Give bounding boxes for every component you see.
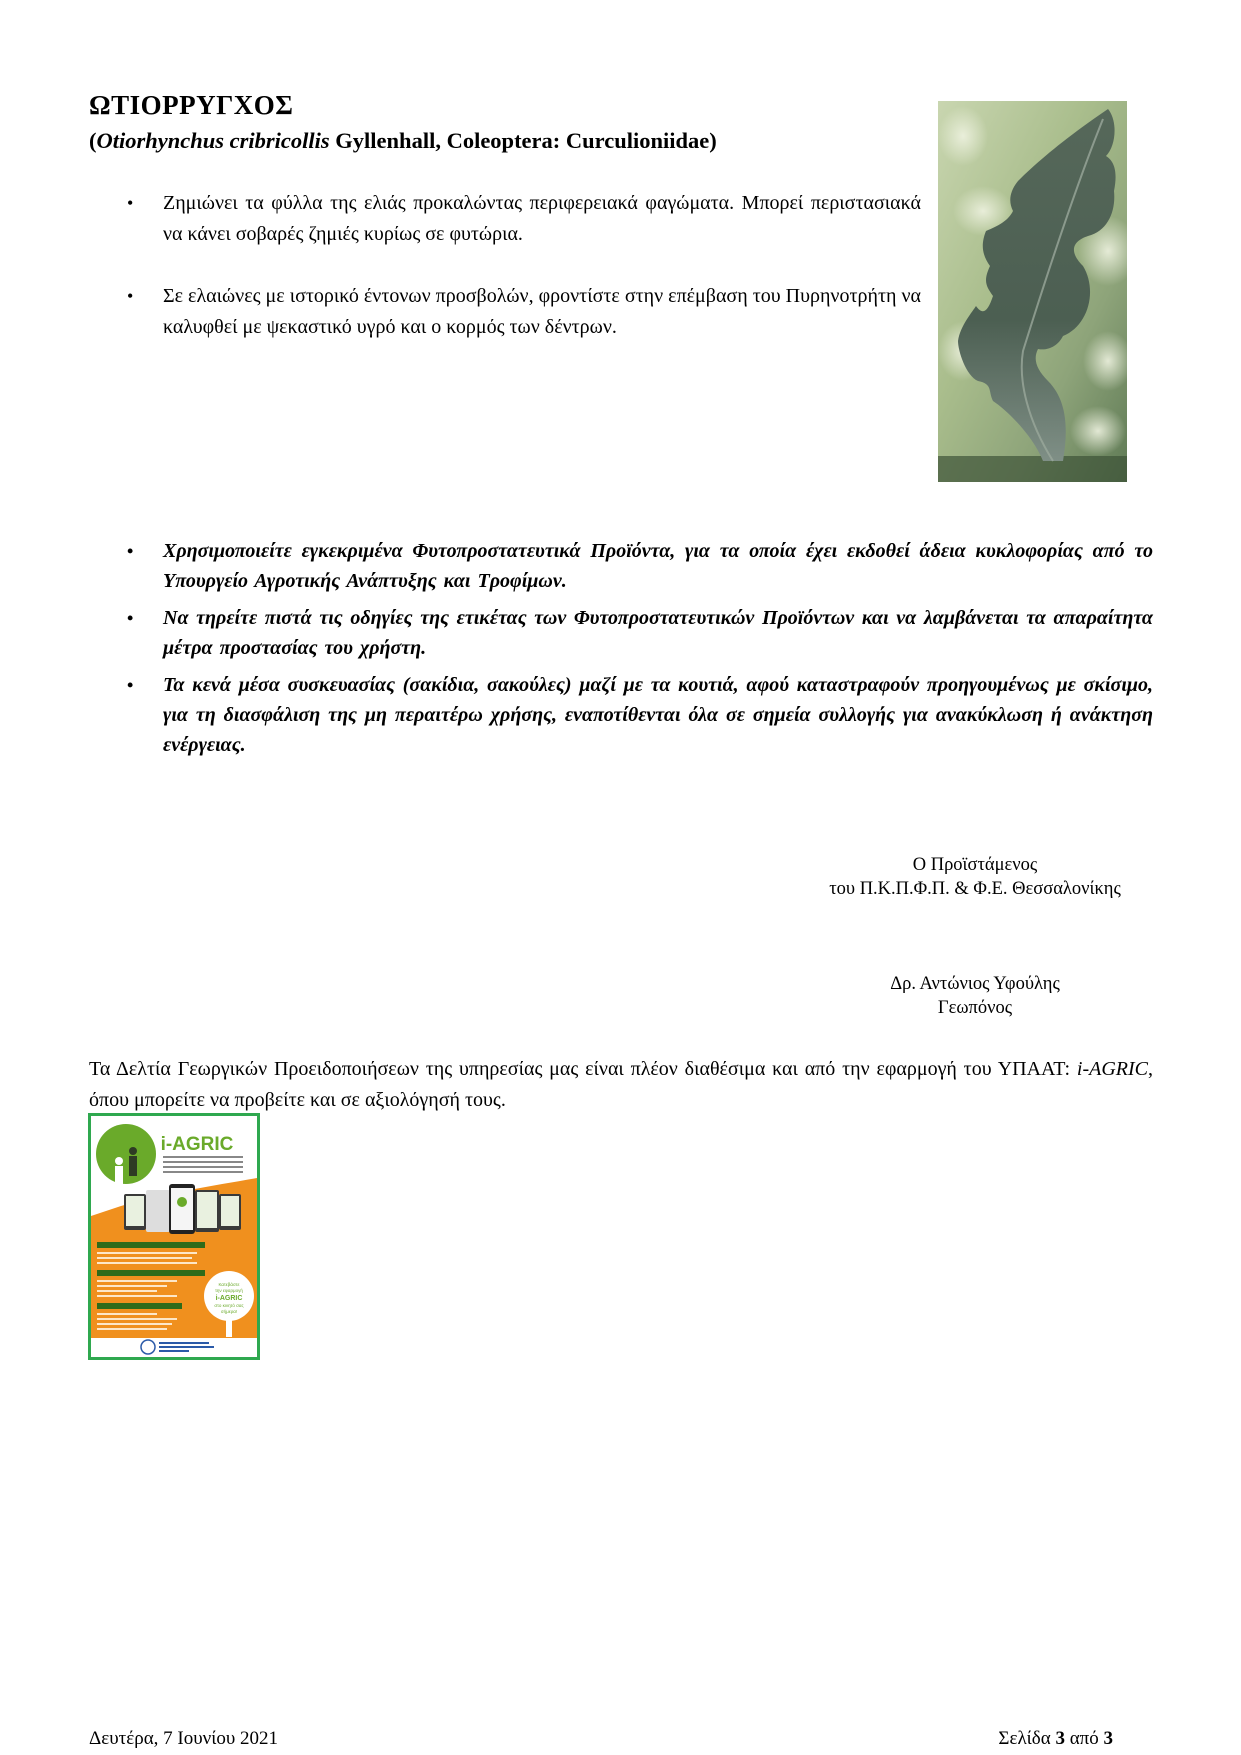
list-item-text: Σε ελαιώνες με ιστορικό έντονων προσβολών, φροντίστε στην επέμβαση του Πυρηνοτρήτη να καλυφθεί με ψεκαστικό υγρό και ο κορμός των δέντρων.	[163, 285, 921, 338]
list-item	[127, 188, 921, 250]
bullet-icon: •	[127, 608, 134, 628]
app-availability-note	[89, 1054, 1153, 1116]
subtitle-open-paren: (	[89, 128, 97, 153]
i-agric-poster	[88, 1113, 260, 1360]
subtitle-rest: Gyllenhall, Coleoptera: Curculioniidae)	[329, 128, 717, 153]
svg-text:i-AGRIC: i-AGRIC	[215, 1295, 243, 1302]
signature-name-block	[855, 972, 1095, 1020]
page-current: 3	[1055, 1728, 1065, 1749]
page-sep: από	[1064, 1728, 1104, 1749]
page-title: ΩΤΙΟΡΡΥΓΧΟΣ	[89, 90, 294, 120]
page-prefix: Σελίδα	[998, 1728, 1056, 1749]
svg-text:Κατεβάστε: Κατεβάστε	[218, 1282, 240, 1287]
list-item-text: Να τηρείτε πιστά τις οδηγίες της ετικέτας των Φυτοπροστατευτικών Προϊόντων και να λαμβάνεται τα απαραίτητα μέτρα προστασίας του χρήστη.	[163, 607, 1153, 659]
list-item-text: Τα κενά μέσα συσκευασίας (σακίδια, σακούλες) μαζί με τα κουτιά, αφού καταστραφούν προηγουμένως με σκίσιμο, για τη διασφάλιση της μη περαιτέρω χρήσης, εναποτίθενται όλα σε σημεία συλλογής για ανακύκλωση ή ανάκτηση ενέργειας.	[163, 674, 1153, 756]
note-text-after: , όπου μπορείτε να προβείτε και σε αξιολόγησή τους.	[89, 1058, 1153, 1111]
svg-text:στο κινητό σας: στο κινητό σας	[214, 1303, 244, 1308]
signature-name: Δρ. Αντώνιος Υφούλης	[890, 974, 1060, 994]
signature-role-line1: Ο Προϊστάμενος	[912, 855, 1038, 875]
bullet-icon: •	[127, 193, 134, 213]
list-item-text: Χρησιμοποιείτε εγκεκριμένα Φυτοπροστατευτικά Προϊόντα, για τα οποία έχει εκδοθεί άδεια κυκλοφορίας από το Υπουργείο Αγροτικής Ανάπτυξης και Τροφίμων.	[163, 540, 1153, 592]
bullet-icon: •	[127, 675, 134, 695]
bullet-icon: •	[127, 286, 134, 306]
list-item	[127, 281, 921, 343]
bullet-icon: •	[127, 541, 134, 561]
species-name: Otiorhynchus cribricollis	[96, 128, 330, 153]
signature-profession: Γεωπόνος	[937, 998, 1013, 1018]
app-name-link: i-AGRIC	[1076, 1058, 1148, 1080]
leaf-photo	[938, 101, 1127, 482]
list-item-text: Ζημιώνει τα φύλλα της ελιάς προκαλώντας περιφερειακά φαγώματα. Μπορεί περιστασιακά να κάνει σοβαρές ζημιές κυρίως σε φυτώρια.	[163, 192, 921, 245]
list-item	[127, 603, 1153, 663]
signature-role-line2: του Π.Κ.Π.Φ.Π. & Φ.Ε. Θεσσαλονίκης	[829, 879, 1121, 899]
species-subtitle	[89, 128, 717, 154]
page-total: 3	[1103, 1728, 1113, 1749]
svg-text:την εφαρμογή: την εφαρμογή	[215, 1288, 243, 1293]
footer-date: Δευτέρα, 7 Ιουνίου 2021	[89, 1728, 278, 1749]
signature-role	[800, 853, 1150, 901]
poster-title: i-AGRIC	[160, 1134, 234, 1155]
list-item	[127, 670, 1153, 760]
svg-text:σήμερα!: σήμερα!	[220, 1309, 238, 1314]
people-logo-circle	[96, 1124, 156, 1184]
pest-bullet-list	[127, 188, 921, 374]
list-item	[127, 536, 1153, 596]
note-text-before: Τα Δελτία Γεωργικών Προειδοποιήσεων της υπηρεσίας μας είναι πλέον διαθέσιμα και από την εφαρμογή του ΥΠΑΑΤ:	[89, 1058, 1077, 1080]
safety-bullet-list	[127, 536, 1153, 767]
footer-page-number	[998, 1728, 1113, 1750]
